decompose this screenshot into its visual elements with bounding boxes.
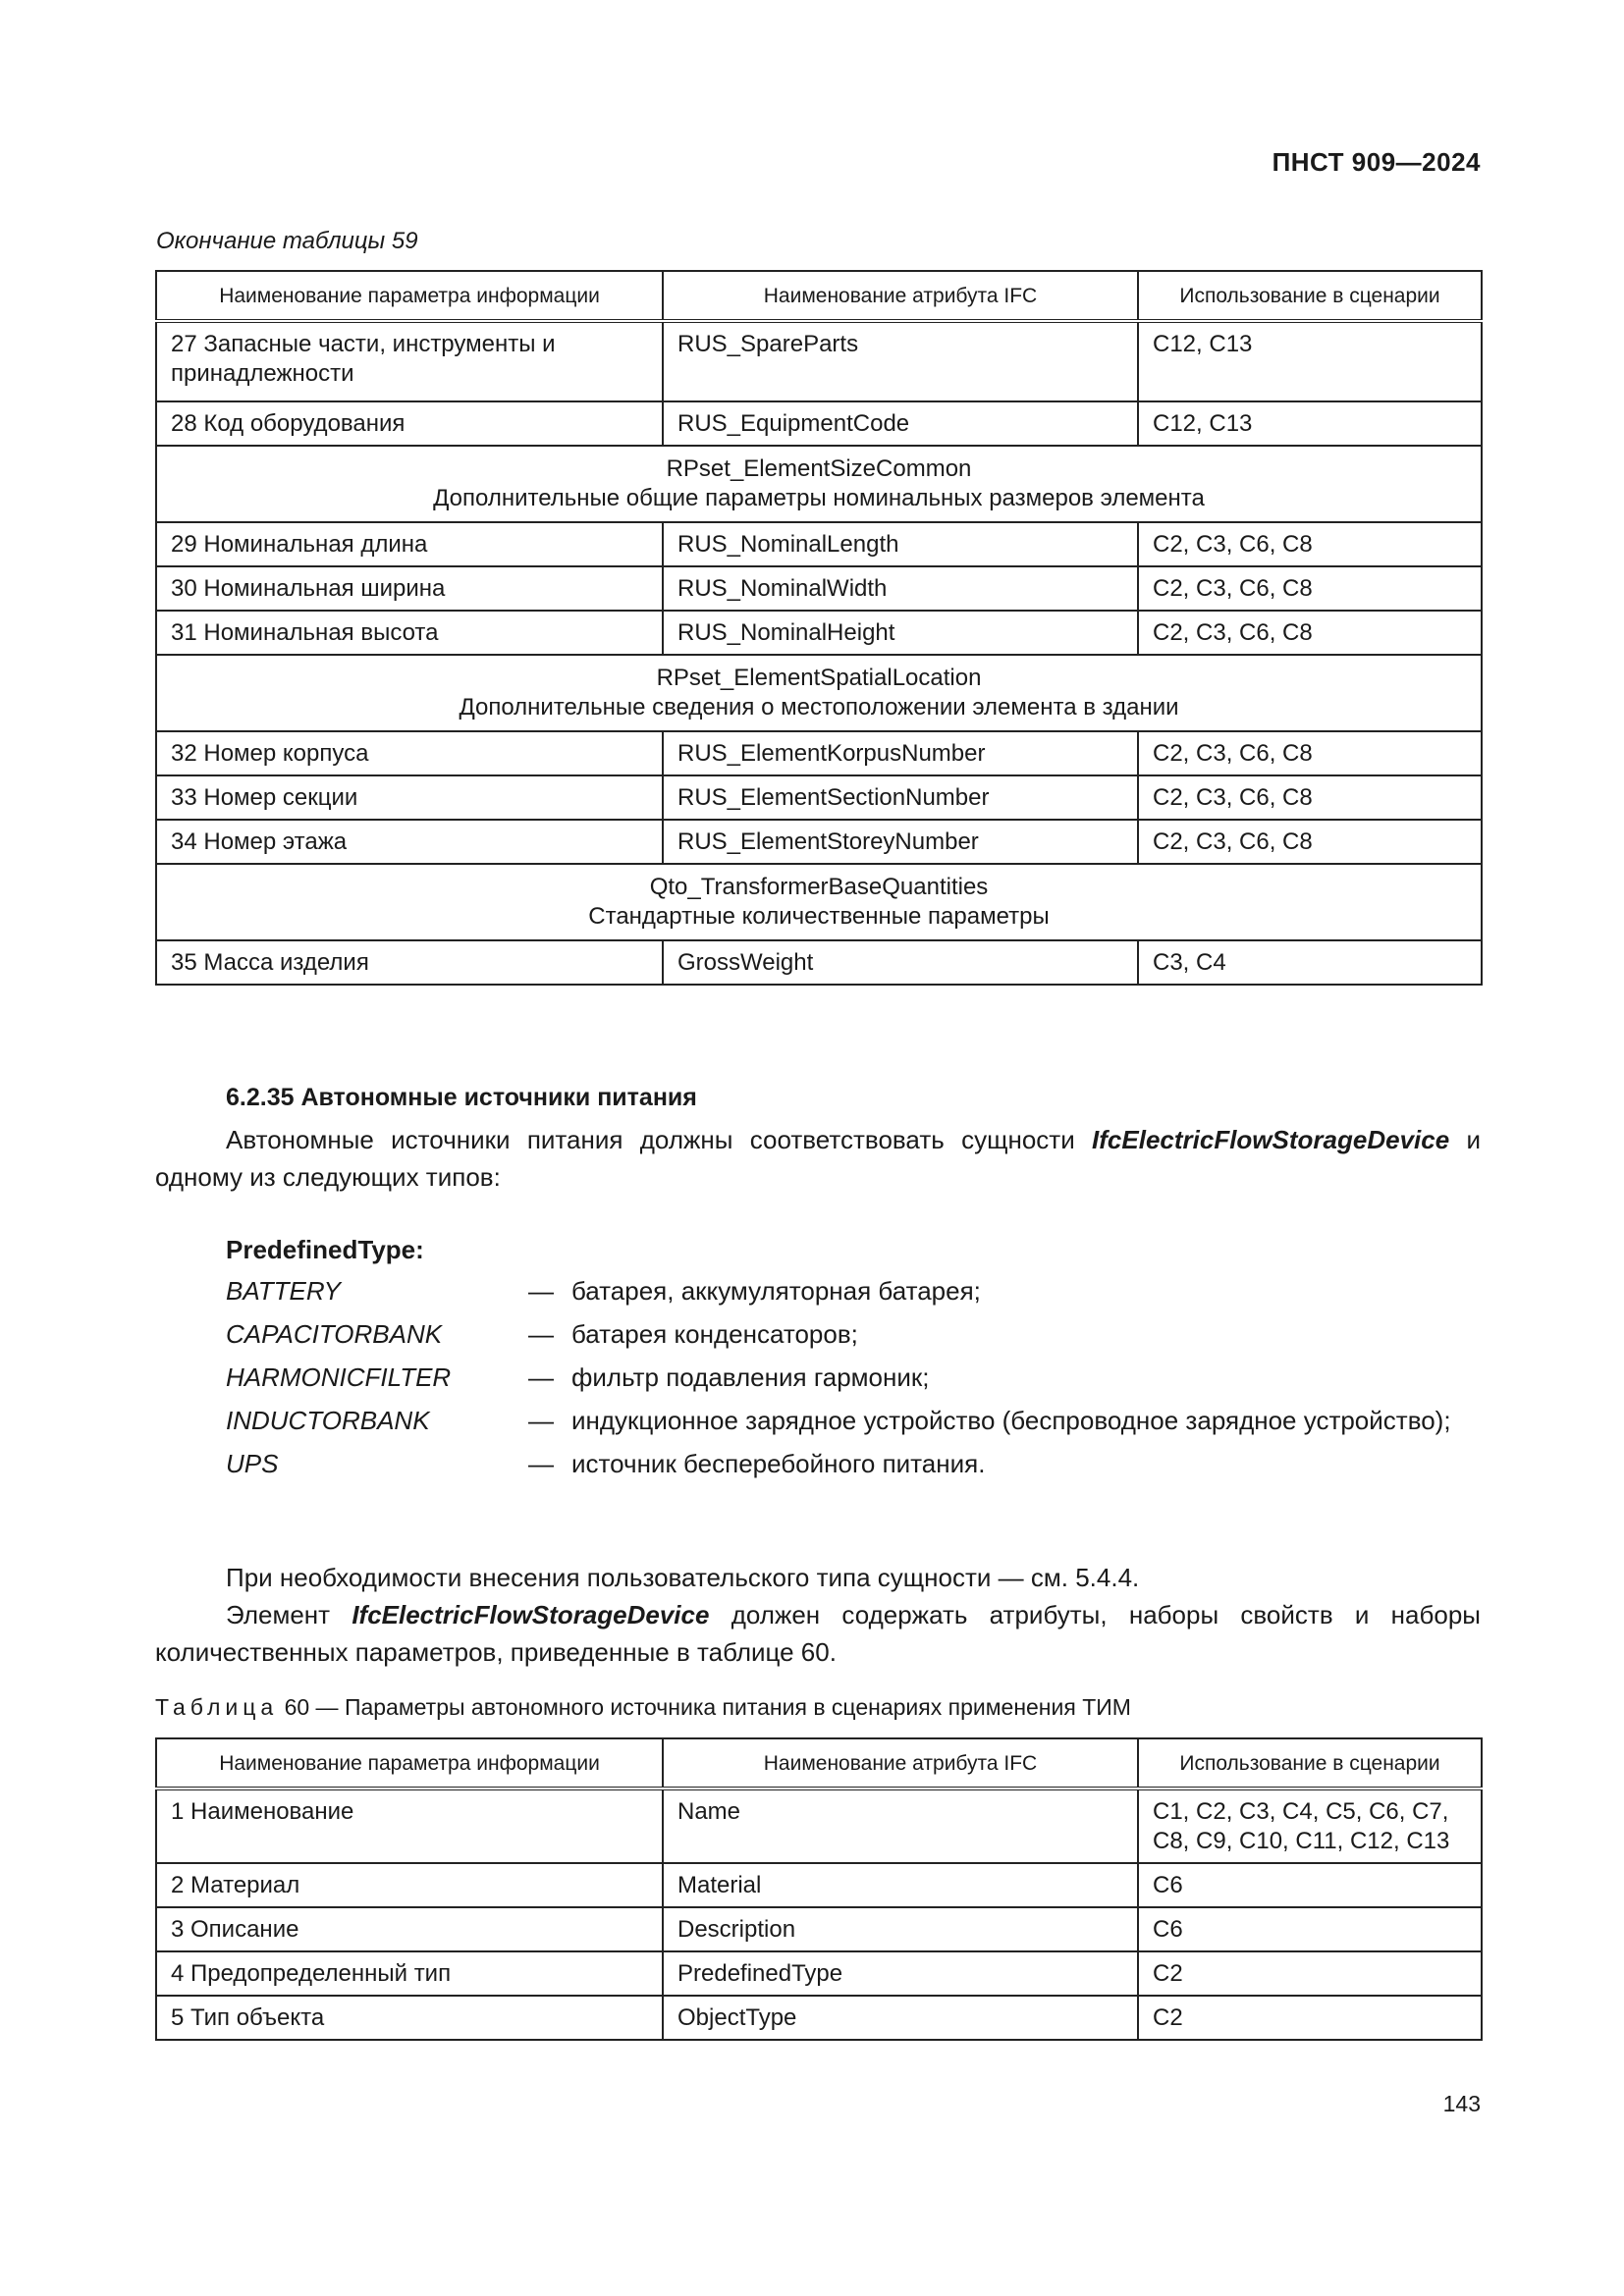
usage-cell: C6 bbox=[1138, 1907, 1482, 1951]
attr-cell: Name bbox=[663, 1789, 1138, 1863]
intro-paragraph bbox=[155, 1121, 1481, 1196]
type-name: INDUCTORBANK bbox=[226, 1406, 430, 1435]
param-cell: 3 Описание bbox=[156, 1907, 663, 1951]
group-cell bbox=[156, 446, 1482, 522]
param-cell: 1 Наименование bbox=[156, 1789, 663, 1863]
entity-name: IfcElectricFlowStorageDevice bbox=[352, 1600, 710, 1629]
attr-cell: ObjectType bbox=[663, 1996, 1138, 2040]
predefined-type-list bbox=[226, 1274, 1481, 1490]
type-dash: — bbox=[528, 1449, 554, 1478]
intro-text: Автономные источники питания должны соответствовать сущности bbox=[226, 1125, 1093, 1154]
param-cell: 4 Предопределенный тип bbox=[156, 1951, 663, 1996]
usage-cell: C2, C3, C6, C8 bbox=[1138, 611, 1482, 655]
table-header-row bbox=[156, 271, 1482, 321]
group-description: Дополнительные общие параметры номинальных размеров элемента bbox=[433, 485, 1205, 511]
param-cell: 29 Номинальная длина bbox=[156, 522, 663, 566]
table-row bbox=[156, 321, 1482, 401]
param-cell: 35 Масса изделия bbox=[156, 940, 663, 985]
column-header-param: Наименование параметра информации bbox=[156, 271, 663, 321]
table-row bbox=[156, 1789, 1482, 1863]
param-cell: 31 Номинальная высота bbox=[156, 611, 663, 655]
group-cell bbox=[156, 655, 1482, 731]
param-cell: 2 Материал bbox=[156, 1863, 663, 1907]
type-name: UPS bbox=[226, 1449, 279, 1478]
usage-cell: C2, C3, C6, C8 bbox=[1138, 566, 1482, 611]
param-cell: 33 Номер секции bbox=[156, 775, 663, 820]
section-heading: 6.2.35 Автономные источники питания bbox=[226, 1084, 697, 1111]
column-header-param: Наименование параметра информации bbox=[156, 1738, 663, 1789]
param-cell: 30 Номинальная ширина bbox=[156, 566, 663, 611]
table-caption-label: Таблица bbox=[155, 1694, 279, 1720]
group-row bbox=[156, 655, 1482, 731]
usage-cell: C12, C13 bbox=[1138, 321, 1482, 401]
usage-cell: C3, C4 bbox=[1138, 940, 1482, 985]
element-text-tail: должен содержать атрибуты, наборы свойств и наборы количественных параметров, приведенные в таблице 60. bbox=[155, 1600, 1481, 1667]
table-60 bbox=[155, 1737, 1483, 2041]
group-row bbox=[156, 446, 1482, 522]
type-dash: — bbox=[528, 1319, 554, 1349]
list-item bbox=[226, 1317, 1481, 1351]
type-dash: — bbox=[528, 1406, 554, 1435]
attr-cell: Description bbox=[663, 1907, 1138, 1951]
table-row bbox=[156, 1951, 1482, 1996]
usage-cell: C2, C3, C6, C8 bbox=[1138, 522, 1482, 566]
group-cell bbox=[156, 864, 1482, 940]
usage-cell: C12, C13 bbox=[1138, 401, 1482, 446]
group-description: Стандартные количественные параметры bbox=[588, 903, 1050, 930]
list-item bbox=[226, 1361, 1481, 1394]
usage-cell: C1, C2, C3, C4, C5, C6, C7, C8, C9, C10, C11, C12, C13 bbox=[1138, 1789, 1482, 1863]
attr-cell: Material bbox=[663, 1863, 1138, 1907]
list-item bbox=[226, 1274, 1481, 1308]
group-description: Дополнительные сведения о местоположении элемента в здании bbox=[459, 694, 1179, 721]
element-text: Элемент bbox=[226, 1600, 352, 1629]
table-row bbox=[156, 566, 1482, 611]
table-row bbox=[156, 775, 1482, 820]
usage-cell: C2 bbox=[1138, 1951, 1482, 1996]
attr-cell: RUS_ElementKorpusNumber bbox=[663, 731, 1138, 775]
usage-cell: C2 bbox=[1138, 1996, 1482, 2040]
column-header-attr: Наименование атрибута IFC bbox=[663, 1738, 1138, 1789]
entity-name: IfcElectricFlowStorageDevice bbox=[1092, 1125, 1450, 1154]
param-cell: 28 Код оборудования bbox=[156, 401, 663, 446]
usage-cell: C2, C3, C6, C8 bbox=[1138, 731, 1482, 775]
group-row bbox=[156, 864, 1482, 940]
table-row bbox=[156, 522, 1482, 566]
attr-cell: RUS_ElementSectionNumber bbox=[663, 775, 1138, 820]
page-number: 143 bbox=[1442, 2091, 1481, 2116]
attr-cell: RUS_EquipmentCode bbox=[663, 401, 1138, 446]
attr-cell: RUS_NominalHeight bbox=[663, 611, 1138, 655]
group-title: Qto_TransformerBaseQuantities bbox=[649, 874, 989, 900]
document-code: ПНСТ 909—2024 bbox=[1272, 147, 1481, 177]
column-header-attr: Наименование атрибута IFC bbox=[663, 271, 1138, 321]
intro-text-tail: и одному из следующих типов: bbox=[155, 1125, 1481, 1192]
type-description: батарея, аккумуляторная батарея; bbox=[571, 1276, 981, 1306]
table-row bbox=[156, 1996, 1482, 2040]
attr-cell: GrossWeight bbox=[663, 940, 1138, 985]
param-cell: 5 Тип объекта bbox=[156, 1996, 663, 2040]
table-header-row bbox=[156, 1738, 1482, 1789]
attr-cell: RUS_NominalLength bbox=[663, 522, 1138, 566]
type-description: фильтр подавления гармоник; bbox=[571, 1362, 930, 1392]
table-row bbox=[156, 1907, 1482, 1951]
table-row bbox=[156, 820, 1482, 864]
usage-cell: C6 bbox=[1138, 1863, 1482, 1907]
usage-cell: C2, C3, C6, C8 bbox=[1138, 820, 1482, 864]
custom-type-note bbox=[155, 1559, 1481, 1596]
group-title: RPset_ElementSpatialLocation bbox=[656, 665, 982, 691]
type-description: индукционное зарядное устройство (беспроводное зарядное устройство); bbox=[571, 1406, 1451, 1435]
column-header-usage: Использование в сценарии bbox=[1138, 1738, 1482, 1789]
attr-cell: PredefinedType bbox=[663, 1951, 1138, 1996]
type-dash: — bbox=[528, 1276, 554, 1306]
table-row bbox=[156, 1863, 1482, 1907]
table-caption-text: 60 — Параметры автономного источника питания в сценариях применения ТИМ bbox=[278, 1694, 1131, 1720]
usage-cell: C2, C3, C6, C8 bbox=[1138, 775, 1482, 820]
type-dash: — bbox=[528, 1362, 554, 1392]
type-name: CAPACITORBANK bbox=[226, 1319, 443, 1349]
list-item bbox=[226, 1447, 1481, 1480]
type-name: HARMONICFILTER bbox=[226, 1362, 452, 1392]
table-59-continuation-caption: Окончание таблицы 59 bbox=[156, 228, 418, 254]
custom-type-text: При необходимости внесения пользовательского типа сущности — см. 5.4.4. bbox=[226, 1563, 1140, 1592]
type-description: источник бесперебойного питания. bbox=[571, 1449, 986, 1478]
column-header-usage: Использование в сценарии bbox=[1138, 271, 1482, 321]
group-title: RPset_ElementSizeCommon bbox=[666, 455, 972, 482]
type-name: BATTERY bbox=[226, 1276, 342, 1306]
element-paragraph bbox=[155, 1596, 1481, 1671]
table-59-continuation bbox=[155, 270, 1483, 986]
param-cell: 27 Запасные части, инструменты и принадлежности bbox=[156, 321, 663, 401]
param-cell: 32 Номер корпуса bbox=[156, 731, 663, 775]
table-row bbox=[156, 940, 1482, 985]
list-item bbox=[226, 1404, 1481, 1437]
attr-cell: RUS_NominalWidth bbox=[663, 566, 1138, 611]
table-row bbox=[156, 731, 1482, 775]
type-description: батарея конденсаторов; bbox=[571, 1319, 858, 1349]
attr-cell: RUS_SpareParts bbox=[663, 321, 1138, 401]
table-60-caption bbox=[155, 1694, 1131, 1721]
predefined-type-label: PredefinedType: bbox=[226, 1235, 424, 1264]
table-row bbox=[156, 611, 1482, 655]
attr-cell: RUS_ElementStoreyNumber bbox=[663, 820, 1138, 864]
table-row bbox=[156, 401, 1482, 446]
param-cell: 34 Номер этажа bbox=[156, 820, 663, 864]
